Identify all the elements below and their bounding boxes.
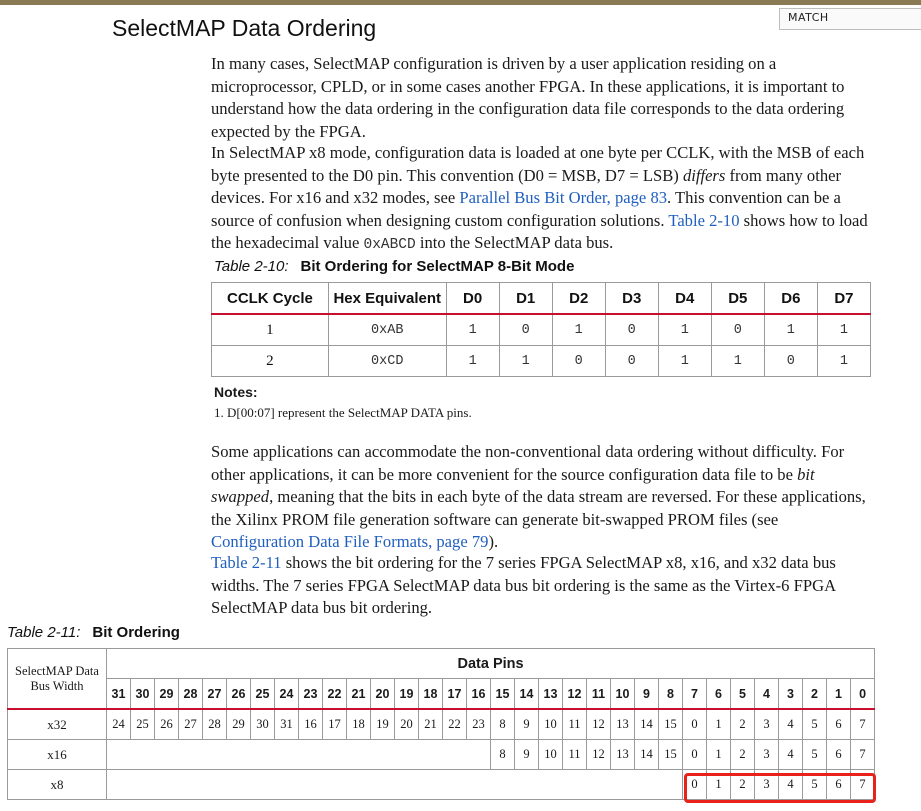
table-cell: 3 xyxy=(755,770,779,800)
table-cell: 26 xyxy=(155,709,179,740)
table-cell: 0 xyxy=(711,314,764,346)
table-cell: 1 xyxy=(552,314,605,346)
table-cell: 29 xyxy=(227,709,251,740)
table-cell: 25 xyxy=(131,709,155,740)
table-cell: 1 xyxy=(446,346,499,377)
table-cell: 14 xyxy=(635,709,659,740)
pin-header: 29 xyxy=(155,679,179,710)
table-cell: 18 xyxy=(347,709,371,740)
table-cell: 6 xyxy=(827,740,851,770)
table-cell: 0xAB xyxy=(328,314,446,346)
pin-header: 27 xyxy=(203,679,227,710)
table-cell: 27 xyxy=(179,709,203,740)
table-cell: 15 xyxy=(659,740,683,770)
emphasis: bit swapped xyxy=(211,464,815,506)
caption-title: Bit Ordering xyxy=(92,624,180,641)
find-box[interactable] xyxy=(779,8,921,30)
caption-number: Table 2-10: xyxy=(214,258,289,275)
pin-header: 15 xyxy=(491,679,515,710)
link-configuration-data-file-formats[interactable]: Configuration Data File Formats, page 79 xyxy=(211,532,489,551)
pin-header: 13 xyxy=(539,679,563,710)
table-cell: 0xCD xyxy=(328,346,446,377)
column-header: D6 xyxy=(764,283,817,315)
table-cell: 12 xyxy=(587,709,611,740)
table-cell: 16 xyxy=(299,709,323,740)
table-cell: 8 xyxy=(491,740,515,770)
table-cell: 2 xyxy=(731,770,755,800)
table-cell: 14 xyxy=(635,740,659,770)
table-2-11 xyxy=(7,648,875,800)
pin-header: 5 xyxy=(731,679,755,710)
table-cell: 1 xyxy=(707,709,731,740)
table-cell: 3 xyxy=(755,740,779,770)
table-cell: 21 xyxy=(419,709,443,740)
table-cell: 12 xyxy=(587,740,611,770)
table-cell: 1 xyxy=(707,770,731,800)
table-cell: 31 xyxy=(275,709,299,740)
table-cell: 1 xyxy=(707,740,731,770)
table-cell: 6 xyxy=(827,709,851,740)
pin-header: 4 xyxy=(755,679,779,710)
text-run: into the SelectMAP data bus. xyxy=(415,233,614,252)
note-item: 1. D[00:07] represent the SelectMAP DATA pins. xyxy=(214,405,472,420)
column-header: D0 xyxy=(446,283,499,315)
table-2-10-caption xyxy=(214,258,574,275)
text-run: shows the bit ordering for the 7 series FPGA SelectMAP x8, x16, and x32 data bus widths. The 7 series FPGA SelectMAP data bus bit ordering is the same as the Virtex-6 FPGA SelectMAP data bus bit ordering. xyxy=(211,553,836,617)
find-input[interactable] xyxy=(788,11,913,24)
pin-header: 21 xyxy=(347,679,371,710)
table-cell: 15 xyxy=(659,709,683,740)
table-cell: 1 xyxy=(658,346,711,377)
pin-header: 11 xyxy=(587,679,611,710)
table-cell: 0 xyxy=(683,709,707,740)
table-cell: 11 xyxy=(563,709,587,740)
column-header: D2 xyxy=(552,283,605,315)
column-header: Hex Equivalent xyxy=(328,283,446,315)
table-cell: 0 xyxy=(499,314,552,346)
pin-header: 20 xyxy=(371,679,395,710)
pin-header: 2 xyxy=(803,679,827,710)
caption-number: Table 2-11: xyxy=(7,624,81,641)
table-cell: 24 xyxy=(107,709,131,740)
page-title: SelectMAP Data Ordering xyxy=(112,15,377,41)
bus-width-label: x32 xyxy=(8,709,107,740)
table-cell: 22 xyxy=(443,709,467,740)
pin-header: 0 xyxy=(851,679,875,710)
table-cell: 9 xyxy=(515,740,539,770)
table-cell: 4 xyxy=(779,770,803,800)
caption-title: Bit Ordering for SelectMAP 8-Bit Mode xyxy=(300,258,575,275)
column-header: D7 xyxy=(817,283,870,315)
data-pins-header: Data Pins xyxy=(107,649,875,679)
column-header: D4 xyxy=(658,283,711,315)
table-cell: 13 xyxy=(611,740,635,770)
pin-header: 6 xyxy=(707,679,731,710)
pin-header: 17 xyxy=(443,679,467,710)
bus-width-label: x8 xyxy=(8,770,107,800)
column-header: D1 xyxy=(499,283,552,315)
table-cell: 0 xyxy=(764,346,817,377)
pin-header: 8 xyxy=(659,679,683,710)
bus-width-label: x16 xyxy=(8,740,107,770)
table-cell: 9 xyxy=(515,709,539,740)
column-header: D5 xyxy=(711,283,764,315)
empty-cell xyxy=(107,740,491,770)
table-cell: 0 xyxy=(605,346,658,377)
pin-header-row xyxy=(8,679,875,710)
notes-heading: Notes: xyxy=(214,384,258,400)
table-cell: 3 xyxy=(755,709,779,740)
table-cell: 10 xyxy=(539,740,563,770)
table-cell: 2 xyxy=(212,346,329,377)
column-header: CCLK Cycle xyxy=(212,283,329,315)
bit-swapped-paragraph xyxy=(211,441,871,554)
table-cell: 4 xyxy=(779,740,803,770)
table-cell: 1 xyxy=(764,314,817,346)
pin-header: 19 xyxy=(395,679,419,710)
table-2-10 xyxy=(211,282,871,377)
table-row xyxy=(8,770,875,800)
table-cell: 5 xyxy=(803,740,827,770)
table-cell: 0 xyxy=(552,346,605,377)
table-cell: 13 xyxy=(611,709,635,740)
table-cell: 7 xyxy=(851,770,875,800)
text-run: In SelectMAP x8 mode, configuration data is loaded at one byte per CCLK, with the MSB of each byte presented to the D0 pin. This convention (D0 = MSB, D7 = LSB) xyxy=(211,143,865,185)
table-cell: 2 xyxy=(731,709,755,740)
table-cell: 2 xyxy=(731,740,755,770)
table-cell: 10 xyxy=(539,709,563,740)
table-cell: 1 xyxy=(499,346,552,377)
text-run: ). xyxy=(488,532,499,551)
table-cell: 11 xyxy=(563,740,587,770)
pin-header: 25 xyxy=(251,679,275,710)
table-header-row xyxy=(212,283,871,315)
pin-header: 14 xyxy=(515,679,539,710)
pin-header: 30 xyxy=(131,679,155,710)
table-header-row xyxy=(8,649,875,679)
empty-cell xyxy=(107,770,683,800)
table-cell: 1 xyxy=(711,346,764,377)
top-bar xyxy=(0,0,921,5)
x8-mode-paragraph xyxy=(211,142,871,257)
table-cell: 17 xyxy=(323,709,347,740)
table-cell: 0 xyxy=(683,740,707,770)
table-row xyxy=(212,346,871,377)
text-run: . This convention can be a source of confusion when designing custom configuration solutions. xyxy=(211,188,841,230)
width-column-header: SelectMAP Data Bus Width xyxy=(8,649,107,710)
pin-header: 22 xyxy=(323,679,347,710)
bit-ordering-paragraph xyxy=(211,552,871,620)
table-cell: 0 xyxy=(605,314,658,346)
table-cell: 1 xyxy=(446,314,499,346)
table-cell: 1 xyxy=(658,314,711,346)
table-cell: 5 xyxy=(803,709,827,740)
pin-header: 3 xyxy=(779,679,803,710)
text-run: Some applications can accommodate the non-conventional data ordering without difficulty. For other applications, it can be more convenient for the source configuration data file to be xyxy=(211,442,845,484)
table-cell: 4 xyxy=(779,709,803,740)
text-run: shows how to load the hexadecimal value xyxy=(211,210,868,252)
pin-header: 23 xyxy=(299,679,323,710)
text-run: from many other devices. For x16 and x32 modes, see xyxy=(211,165,842,207)
pin-header: 12 xyxy=(563,679,587,710)
pin-header: 18 xyxy=(419,679,443,710)
table-cell: 30 xyxy=(251,709,275,740)
table-cell: 5 xyxy=(803,770,827,800)
hex-value: 0xABCD xyxy=(363,237,416,253)
table-2-11-caption xyxy=(7,624,180,641)
text-run: , meaning that the bits in each byte of the data stream are reversed. For these applications, the Xilinx PROM file generation software can generate bit-swapped PROM files (see xyxy=(211,487,866,529)
link-table-2-11[interactable]: Table 2-11 xyxy=(211,553,282,572)
table-row xyxy=(212,314,871,346)
link-table-2-10[interactable]: Table 2-10 xyxy=(668,210,740,230)
table-cell: 8 xyxy=(491,709,515,740)
pin-header: 31 xyxy=(107,679,131,710)
pin-header: 9 xyxy=(635,679,659,710)
pin-header: 7 xyxy=(683,679,707,710)
table-cell: 23 xyxy=(467,709,491,740)
table-cell: 19 xyxy=(371,709,395,740)
table-row xyxy=(8,709,875,740)
pin-header: 26 xyxy=(227,679,251,710)
column-header: D3 xyxy=(605,283,658,315)
table-cell: 1 xyxy=(817,346,870,377)
table-cell: 7 xyxy=(851,740,875,770)
table-cell: 1 xyxy=(212,314,329,346)
table-cell: 0 xyxy=(683,770,707,800)
emphasis: differs xyxy=(682,165,726,185)
link-parallel-bus-bit-order[interactable]: Parallel Bus Bit Order, page 83 xyxy=(459,188,668,207)
table-cell: 6 xyxy=(827,770,851,800)
table-row xyxy=(8,740,875,770)
pin-header: 16 xyxy=(467,679,491,710)
pin-header: 28 xyxy=(179,679,203,710)
table-cell: 28 xyxy=(203,709,227,740)
pin-header: 10 xyxy=(611,679,635,710)
pin-header: 24 xyxy=(275,679,299,710)
pin-header: 1 xyxy=(827,679,851,710)
table-cell: 20 xyxy=(395,709,419,740)
intro-paragraph: In many cases, SelectMAP configuration is driven by a user application residing on a microprocessor, CPLD, or in some cases another FPGA. In these applications, it is important to understand how the data ordering in the configuration data file corresponds to the data ordering expected by the FPGA. xyxy=(211,54,845,141)
table-cell: 7 xyxy=(851,709,875,740)
table-cell: 1 xyxy=(817,314,870,346)
